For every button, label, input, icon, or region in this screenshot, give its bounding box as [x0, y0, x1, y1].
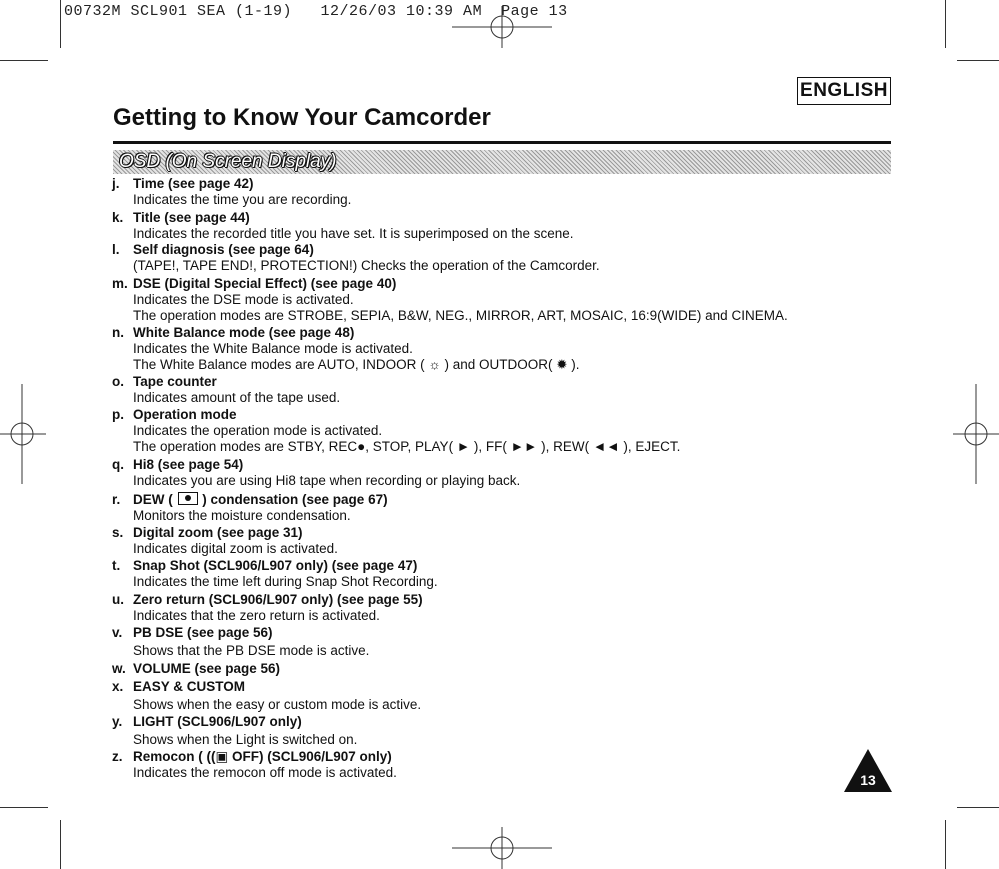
entry-text: Indicates the recorded title you have set. It is superimposed on the scene. [133, 226, 574, 241]
entry-letter: m. [112, 276, 128, 291]
crop-mark [0, 60, 48, 61]
section-header-bar [113, 150, 891, 174]
entry-heading: Operation mode [133, 407, 237, 422]
entry-heading [133, 492, 388, 508]
entry-text: Indicates you are using Hi8 tape when recording or playing back. [133, 473, 521, 488]
entry-letter: z. [112, 749, 123, 764]
entry-text: Indicates the DSE mode is activated. [133, 292, 354, 307]
entry-text: Shows when the Light is switched on. [133, 732, 358, 747]
entry-heading: Tape counter [133, 374, 217, 389]
entry-letter: n. [112, 325, 124, 340]
entry-heading: Digital zoom (see page 31) [133, 525, 303, 540]
entry-heading: Self diagnosis (see page 64) [133, 242, 314, 257]
entry-letter: q. [112, 457, 124, 472]
crop-mark [957, 60, 999, 61]
crop-mark [945, 0, 946, 48]
entry-letter: u. [112, 592, 124, 607]
entry-text: The White Balance modes are AUTO, INDOOR ( ☼ ) and OUTDOOR( ✹ ). [133, 357, 580, 372]
entry-letter: p. [112, 407, 124, 422]
entry-text: Shows when the easy or custom mode is active. [133, 697, 422, 712]
crop-mark [957, 807, 999, 808]
entry-letter: o. [112, 374, 124, 389]
entry-text: (TAPE!, TAPE END!, PROTECTION!) Checks the operation of the Camcorder. [133, 258, 600, 273]
registration-mark-icon [452, 6, 552, 48]
entry-text: Indicates the time left during Snap Shot Recording. [133, 574, 438, 589]
page-number: 13 [860, 772, 876, 788]
crop-mark [60, 0, 61, 48]
entry-heading: VOLUME (see page 56) [133, 661, 281, 676]
entry-heading: Title (see page 44) [133, 210, 250, 225]
entry-letter: r. [112, 492, 121, 507]
language-badge: ENGLISH [797, 77, 891, 105]
crop-mark [945, 820, 946, 869]
crop-mark [60, 820, 61, 869]
registration-mark-icon [0, 384, 46, 484]
entry-letter: j. [112, 176, 120, 191]
entry-heading: PB DSE (see page 56) [133, 625, 273, 640]
entry-letter: t. [112, 558, 121, 573]
entry-text: Indicates the remocon off mode is activated. [133, 765, 397, 780]
entry-text: Indicates digital zoom is activated. [133, 541, 338, 556]
entry-text: Indicates amount of the tape used. [133, 390, 341, 405]
entry-text: Shows that the PB DSE mode is active. [133, 643, 370, 658]
entry-letter: l. [112, 242, 120, 257]
entry-letter: v. [112, 625, 123, 640]
entry-letter: s. [112, 525, 124, 540]
entry-heading-start: DEW ( [133, 492, 173, 507]
entry-heading: EASY & CUSTOM [133, 679, 246, 694]
entry-letter: w. [112, 661, 126, 676]
entry-heading: Snap Shot (SCL906/L907 only) (see page 47) [133, 558, 418, 573]
page-number-triangle-icon [843, 748, 893, 793]
entry-text: Indicates that the zero return is activated. [133, 608, 380, 623]
entry-heading: White Balance mode (see page 48) [133, 325, 355, 340]
entry-heading: Remocon ( ((▣ OFF) (SCL906/L907 only) [133, 749, 392, 764]
entry-heading-end: ) condensation (see page 67) [202, 492, 388, 507]
entry-letter: k. [112, 210, 124, 225]
registration-mark-icon [452, 827, 552, 869]
entry-heading: Hi8 (see page 54) [133, 457, 244, 472]
registration-mark-icon [953, 384, 999, 484]
entry-heading: Zero return (SCL906/L907 only) (see page 55) [133, 592, 423, 607]
entry-heading: Time (see page 42) [133, 176, 254, 191]
entry-heading: LIGHT (SCL906/L907 only) [133, 714, 302, 729]
entry-text: Indicates the time you are recording. [133, 192, 352, 207]
entry-heading: DSE (Digital Special Effect) (see page 40) [133, 276, 397, 291]
crop-mark [0, 807, 48, 808]
section-title: OSD (On Screen Display) [119, 151, 337, 172]
entry-text: The operation modes are STBY, REC●, STOP, PLAY( ► ), FF( ►► ), REW( ◄◄ ), EJECT. [133, 439, 681, 454]
entry-text: Monitors the moisture condensation. [133, 508, 351, 523]
entry-text: Indicates the White Balance mode is activated. [133, 341, 413, 356]
entry-letter: x. [112, 679, 124, 694]
title-divider [113, 141, 891, 144]
entry-text: Indicates the operation mode is activated. [133, 423, 383, 438]
dew-condensation-icon [178, 492, 198, 505]
print-slug: 00732M SCL901 SEA (1-19) 12/26/03 10:39 AM Page 13 [64, 3, 568, 20]
entry-text: The operation modes are STROBE, SEPIA, B&W, NEG., MIRROR, ART, MOSAIC, 16:9(WIDE) and CINEMA. [133, 308, 788, 323]
entry-letter: y. [112, 714, 123, 729]
page-title: Getting to Know Your Camcorder [113, 104, 491, 131]
